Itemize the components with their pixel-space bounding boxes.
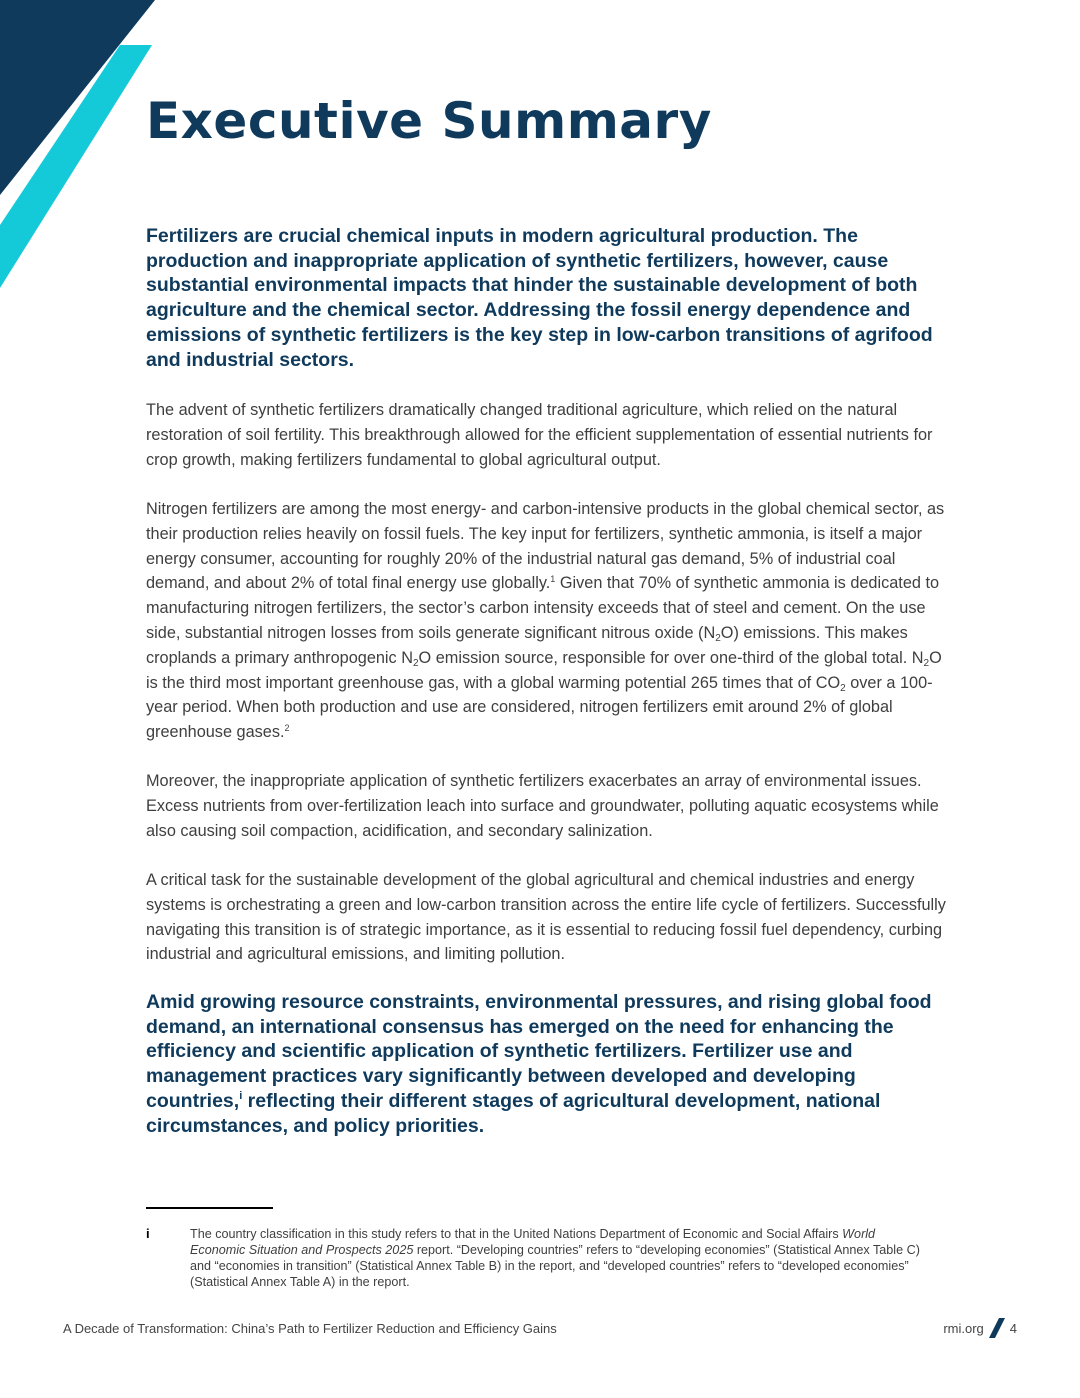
footnote-ref-i[interactable]: i <box>239 1089 243 1102</box>
p2-text-4: O emission source, responsible for over one-third of the global total. N <box>418 648 924 667</box>
body-paragraph-3: Moreover, the inappropriate application of synthetic fertilizers exacerbates an array of environmental issues. Excess nutrients from over-fertilization leach into surface and groundwater, polluting aquatic ecosystems while also causing soil compaction, acidification, and secondary salinization. <box>146 772 939 840</box>
p2-text-3: O) emissions. This makes croplands a primary anthropogenic N <box>146 623 908 667</box>
p2-text-2: Given that 70% of synthetic ammonia is dedicated to manufacturing nitrogen fertilizers, the sector’s carbon intensity exceeds that of steel and cement. On the use side, substantial nitrogen losses from soils generate significant nitrous oxide (N <box>146 574 940 642</box>
footer-right <box>943 1317 1017 1339</box>
body-paragraph-2 <box>146 497 946 745</box>
p2-text-5: O is the third most important greenhouse gas, with a global warming potential 265 times that of CO <box>146 648 942 692</box>
body-paragraph-1: The advent of synthetic fertilizers dramatically changed traditional agriculture, which relied on the natural restoration of soil fertility. This breakthrough allowed for the efficient supplementation of essential nutrients for crop growth, making fertilizers fundamental to global agricultural output. <box>146 401 933 469</box>
footnote-report-title: World Economic Situation and Prospects 2025 <box>190 1227 876 1257</box>
lead2-text-2: reflecting their different stages of agricultural development, national circumstances, and policy priorities. <box>146 1089 881 1137</box>
slash-icon <box>988 1317 1006 1339</box>
footnote-ref-1[interactable]: 1 <box>550 574 556 585</box>
p2-text-1: Nitrogen fertilizers are among the most energy- and carbon-intensive products in the global chemical sector, as their production relies heavily on fossil fuels. The key input for fertilizers, synthetic ammonia, is itself a major energy consumer, accounting for roughly 20% of the industrial natural gas demand, 5% of industrial coal demand, and about 2% of total final energy use globally. <box>146 500 945 593</box>
footer-report-title: A Decade of Transformation: China’s Path to Fertilizer Reduction and Efficiency Gains <box>63 1321 557 1336</box>
navy-stripe <box>0 0 155 195</box>
lead-paragraph-2 <box>146 990 946 1138</box>
subscript-2: 2 <box>923 657 930 669</box>
footer-site-link[interactable]: rmi.org <box>943 1320 984 1336</box>
lead-paragraph-1: Fertilizers are crucial chemical inputs in modern agricultural production. The production and inappropriate application of synthetic fertilizers, however, cause substantial environmental impacts that hinder the sustainable development of both agriculture and the chemical sector. Addressing the fossil energy dependence and emissions of synthetic fertilizers is the key step in low-carbon transitions of agrifood and industrial sectors. <box>146 225 933 371</box>
subscript-2: 2 <box>412 657 419 669</box>
page-title: Executive Summary <box>146 92 712 150</box>
footnote-divider <box>146 1207 273 1209</box>
footnote-text-2: report. “Developing countries” refers to “developing economies” (Statistical Annex Table C) and “economies in transition” (Statistical Annex Table B) in the report, and “developed countries” refers to “developed economies” (Statistical Annex Table A) in the report. <box>190 1243 920 1289</box>
subscript-2: 2 <box>715 632 721 644</box>
body-paragraph-4: A critical task for the sustainable development of the global agricultural and chemical industries and energy systems is orchestrating a green and low-carbon transition across the entire life cycle of fertilizers. Successfully navigating this transition is of strategic importance, as it is essential to reducing fossil fuel dependency, curbing industrial and agricultural emissions, and limiting pollution. <box>146 871 946 964</box>
footnote-ref-2[interactable]: 2 <box>284 723 290 734</box>
p2-text-6: over a 100-year period. When both production and use are considered, nitrogen fertilizers emit around 2% of global greenhouse gases. <box>146 673 933 742</box>
subscript-2: 2 <box>840 682 846 694</box>
lead2-text-1: Amid growing resource constraints, environmental pressures, and rising global food demand, an international consensus has emerged on the need for enhancing the efficiency and scientific application of synthetic fertilizers. Fertilizer use and management practices vary significantly between developed and developing countries, <box>146 991 932 1112</box>
footnote-text-1: The country classification in this study refers to that in the United Nations Department of Economic and Social Affairs <box>190 1227 843 1241</box>
corner-decoration <box>0 0 160 300</box>
footnote-marker: i <box>146 1226 150 1241</box>
footnote-text <box>190 1226 930 1290</box>
page-number: 4 <box>1009 1320 1017 1336</box>
